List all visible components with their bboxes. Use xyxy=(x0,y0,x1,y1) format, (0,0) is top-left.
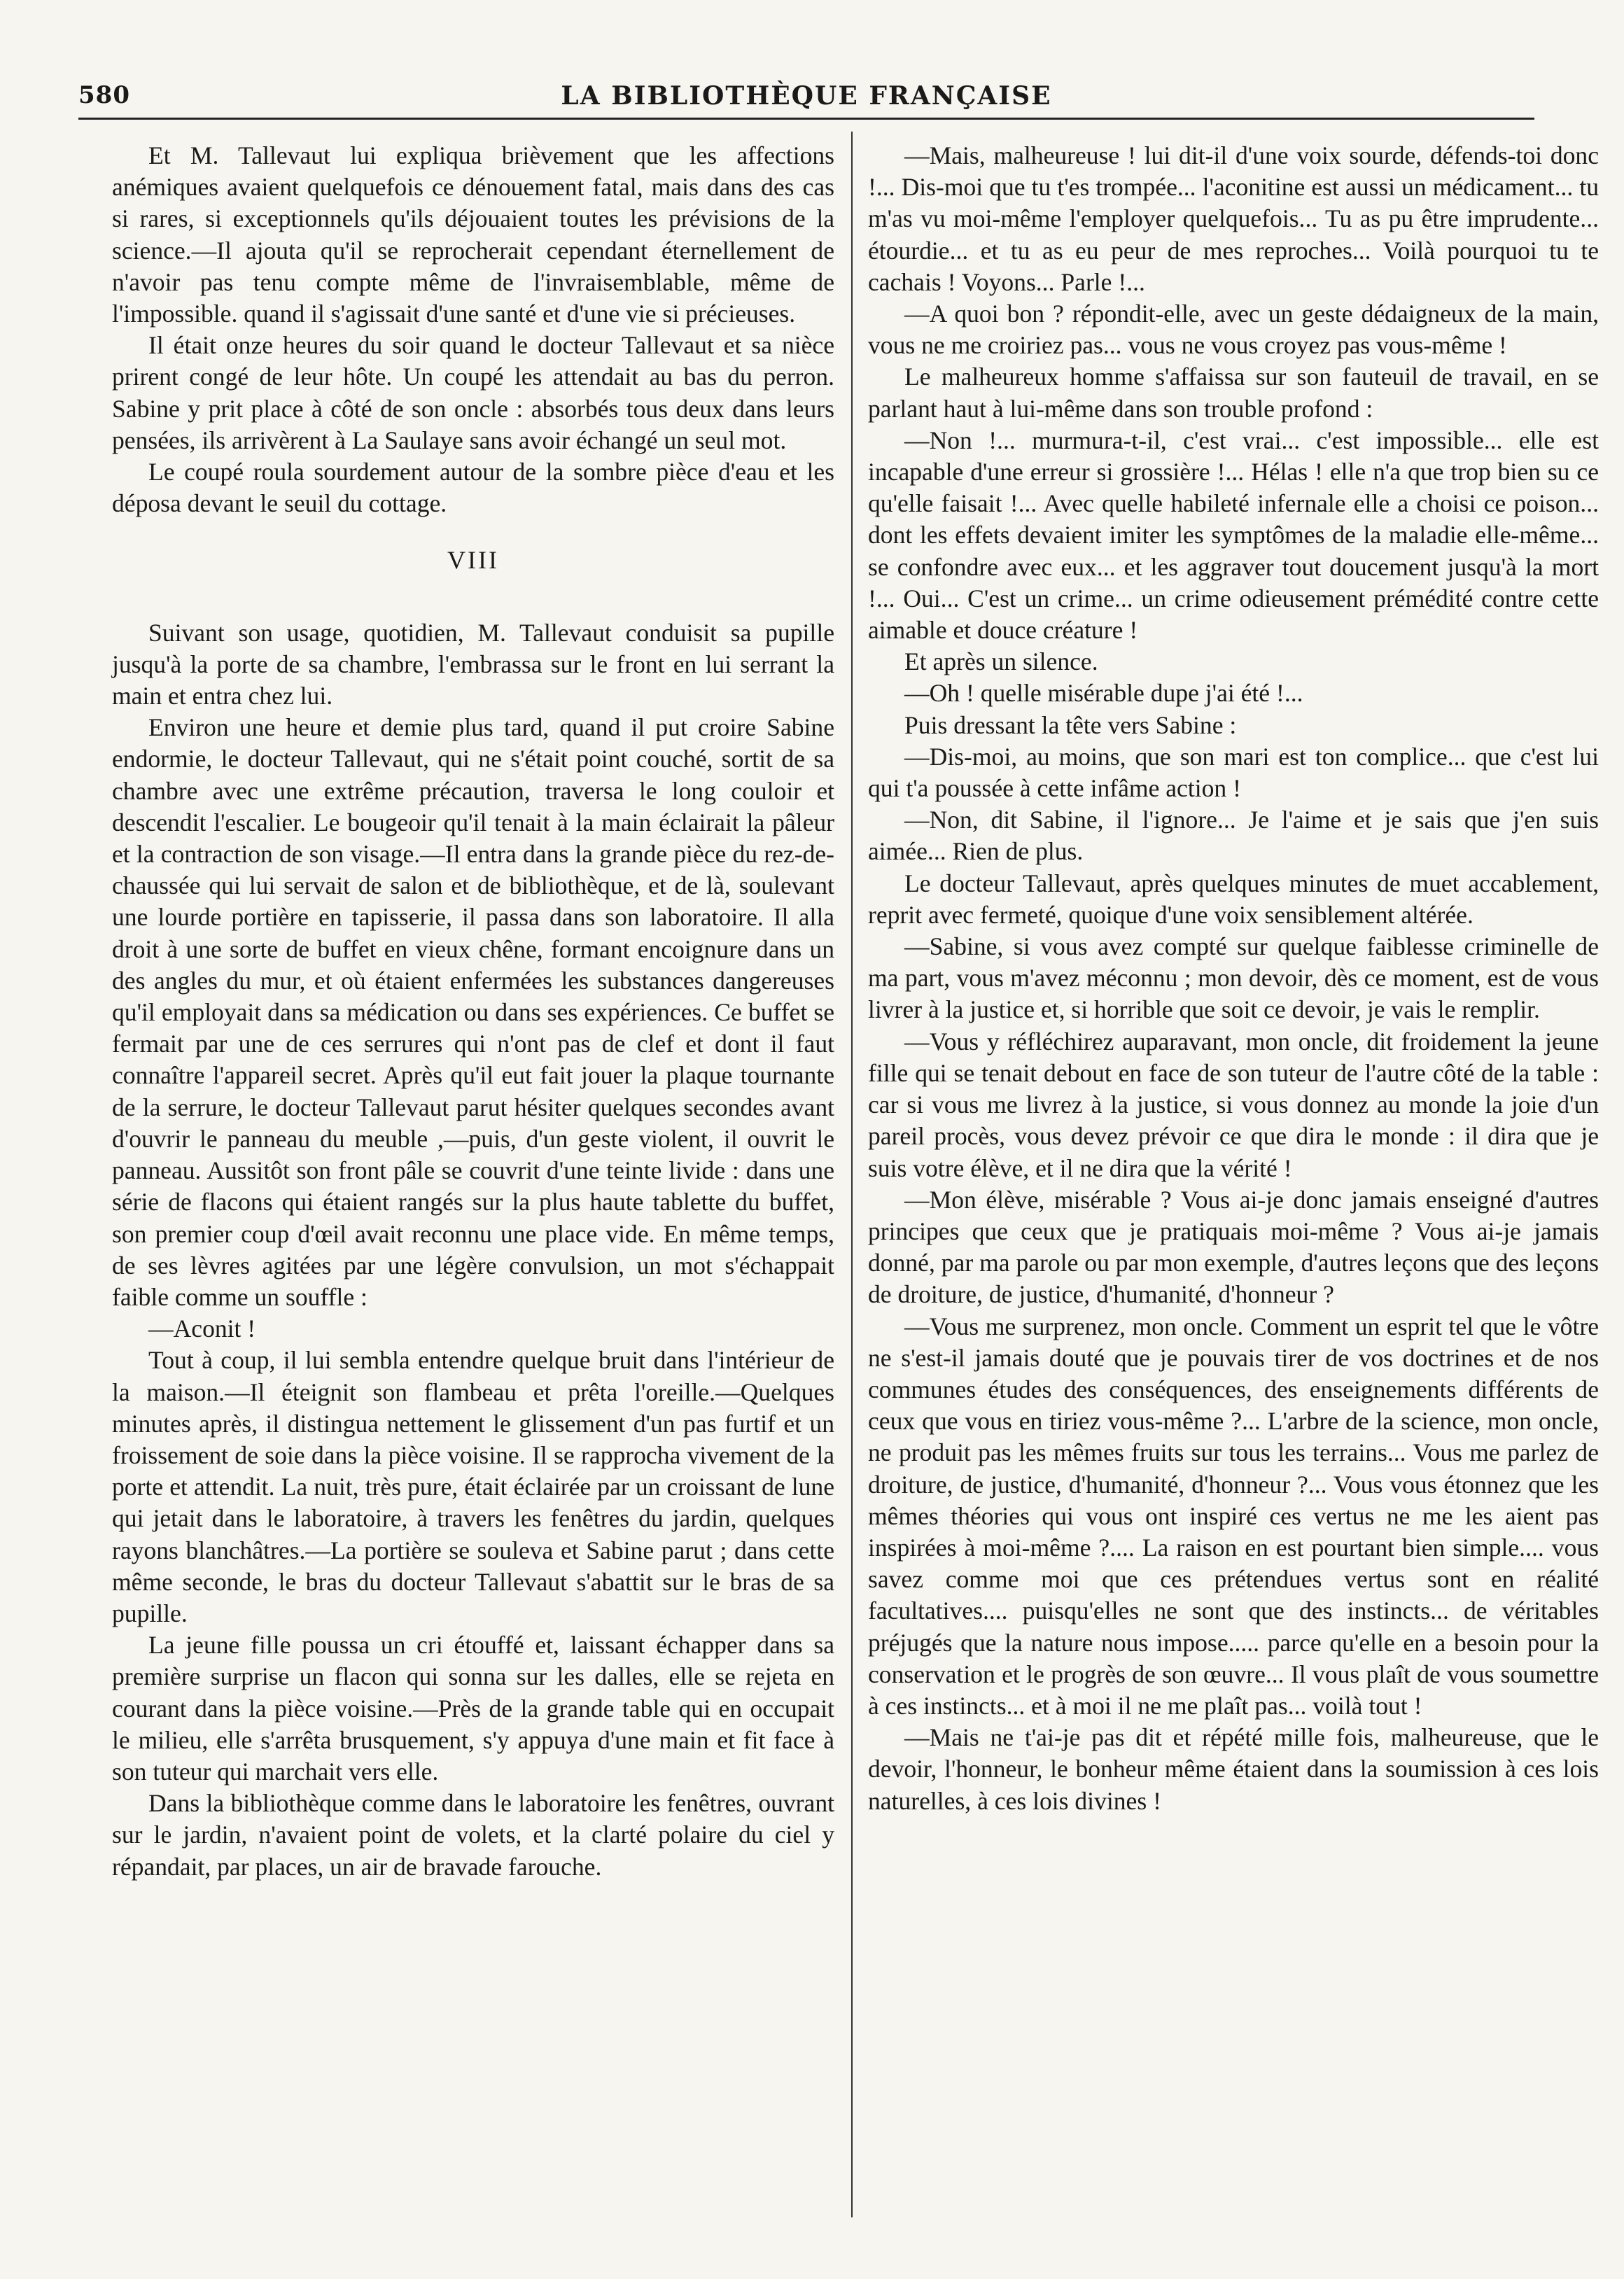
column-divider xyxy=(851,132,853,2217)
paragraph: —Vous me surprenez, mon oncle. Comment un esprit tel que le vôtre ne s'est-il jamais douté que je pouvais tirer de vos doctrines et de nos communes études des conséquences, des enseignements différents de ceux que vous en tiriez vous-même ?... L'arbre de la science, mon oncle, ne produit pas les mêmes fruits sur tous les terrains... Vous me parlez de droiture, de justice, d'humanité, d'honneur ?... Vous vous étonnez que les mêmes théories qui vous ont inspiré ces vertus ne me les aient pas inspirées à moi-même ?.... La raison en est pourtant bien simple.... vous savez comme moi que ces prétendues vertus sont en réalité facultatives.... puisqu'elles ne sont que des instincts... de véritables préjugés que la nature nous impose..... parce qu'elle en a besoin pour la conservation et le progrès de son œuvre... Il vous plaît de vous soumettre à ces instincts... et à moi il ne me plaît pas... voilà tout ! xyxy=(868,1312,1599,1720)
paragraph: Et après un silence. xyxy=(904,647,1098,676)
paragraph: —Dis-moi, au moins, que son mari est ton complice... que c'est lui qui t'a poussée à cette infâme action ! xyxy=(868,742,1599,803)
paragraph: La jeune fille poussa un cri étouffé et, laissant échapper dans sa première surprise un flacon qui sonna sur les dalles, elle se rejeta en courant dans la pièce voisine.—Près de la grande table qui en occupait le milieu, elle s'arrêta brusquement, s'y appuya d'une main et fit face à son tuteur qui marchait vers elle. xyxy=(112,1631,834,1786)
paragraph: —Vous y réfléchirez auparavant, mon oncle, dit froidement la jeune fille qui se tenait debout en face de son tuteur de l'autre côté de la table : car si vous me livrez à la justice, si vous donnez au monde la joie d'un pareil procès, vous devez prévoir ce que dira le monde : il dira que je suis votre élève, et il ne dira que la vérité ! xyxy=(868,1027,1599,1182)
paragraph: —Mais ne t'ai-je pas dit et répété mille fois, malheureuse, que le devoir, l'honneur, le bonheur même étaient dans la soumission à ces lois naturelles, à ces lois divines ! xyxy=(868,1723,1599,1815)
paragraph: Environ une heure et demie plus tard, quand il put croire Sabine endormie, le docteur Tallevaut, qui ne s'était point couché, sortit de sa chambre avec une extrême précaution, traversa le long couloir et descendit l'escalier. Le bougeoir qu'il tenait à la main éclairait la pâleur et la contraction de son visage.—Il entra dans la grande pièce du rez-de-chaussée qui lui servait de salon et de bibliothèque, et de là, soulevant une lourde portière en tapisserie, il passa dans son laboratoire. Il alla droit à une sorte de buffet en vieux chêne, formant encoignure dans un des angles du mur, et où étaient enfermées les substances dangereuses qu'il employait dans sa médication ou dans ses expériences. Ce buffet se fermait par une de ces serrures qui n'ont pas de clef et dont il faut connaître l'appareil secret. Après qu'il eut fait jouer la plaque tournante de la serrure, le docteur Tallevaut parut hésiter quelques secondes avant d'ouvrir le panneau du meuble ,—puis, d'un geste violent, il ouvrit le panneau. Aussitôt son front pâle se couvrit d'une teinte livide : dans une série de flacons qui étaient rangés sur la plus haute tablette du buffet, son premier coup d'œil avait reconnu une place vide. En même temps, de ses lèvres agitées par une légère convulsion, un mot s'échappait faible comme un souffle : xyxy=(112,713,834,1311)
right-column xyxy=(868,140,1599,1817)
header-rule xyxy=(78,118,1534,120)
paragraph: —Sabine, si vous avez compté sur quelque faiblesse criminelle de ma part, vous m'avez méconnu ; mon devoir, dès ce moment, est de vous livrer à la justice et, si horrible que soit ce devoir, je vais le remplir. xyxy=(868,932,1599,1024)
paragraph: Il était onze heures du soir quand le docteur Tallevaut et sa nièce prirent congé de leur hôte. Un coupé les attendait au bas du perron. Sabine y prit place à côté de son oncle : absorbés tous deux dans leurs pensées, ils arrivèrent à La Saulaye sans avoir échangé un seul mot. xyxy=(112,331,834,454)
paragraph: Dans la bibliothèque comme dans le laboratoire les fenêtres, ouvrant sur le jardin, n'avaient point de volets, et la clarté polaire du ciel y répandait, par places, un air de bravade farouche. xyxy=(112,1789,834,1881)
left-column xyxy=(112,140,834,1883)
paragraph: Puis dressant la tête vers Sabine : xyxy=(904,710,1237,739)
paragraph: Et M. Tallevaut lui expliqua brièvement que les affections anémiques avaient quelquefois ce dénouement fatal, mais dans des cas si rares, si exceptionnels qu'ils déjouaient toutes les prévisions de la science.—Il ajouta qu'il se reprocherait cependant éternellement de n'avoir pas tenu compte même de l'invraisemblable, même de l'impossible. quand il s'agissait d'une santé et d'une vie si précieuses. xyxy=(112,141,834,328)
paragraph: —Non !... murmura-t-il, c'est vrai... c'est impossible... elle est incapable d'une erreur si grossière !... Hélas ! elle n'a que trop bien su ce qu'elle faisait !... Avec quelle habileté infernale elle a choisi ce poison... dont les effets devaient imiter les symptômes de la maladie elle-même... se confondre avec eux... et les aggraver tout doucement jusqu'à la mort !... Oui... C'est un crime... un crime odieusement prémédité contre cette aimable et douce créature ! xyxy=(868,426,1599,645)
journal-title: LA BIBLIOTHÈQUE FRANÇAISE xyxy=(561,81,1052,111)
section-heading: VIII xyxy=(447,546,499,575)
paragraph: Le coupé roula sourdement autour de la sombre pièce d'eau et les déposa devant le seuil du cottage. xyxy=(112,458,834,518)
paragraph: Tout à coup, il lui sembla entendre quelque bruit dans l'intérieur de la maison.—Il éteignit son flambeau et prêta l'oreille.—Quelques minutes après, il distingua nettement le glissement d'un pas furtif et un froissement de soie dans la pièce voisine. Il se rapprocha vivement de la porte et attendit. La nuit, très pure, était éclairée par un croissant de lune qui jetait dans le laboratoire, à travers les fenêtres du jardin, quelques rayons blanchâtres.—La portière se souleva et Sabine parut ; dans cette même seconde, le bras du docteur Tallevaut s'abattit sur le bras de sa pupille. xyxy=(112,1346,834,1627)
paragraph: —Mon élève, misérable ? Vous ai-je donc jamais enseigné d'autres principes que ceux que je pratiquais moi-même ? Vous ai-je jamais donné, par ma parole ou par mon exemple, d'autres leçons que des leçons de droiture, de justice, d'humanité, d'honneur ? xyxy=(868,1185,1599,1309)
paragraph: Suivant son usage, quotidien, M. Tallevaut conduisit sa pupille jusqu'à la porte de sa chambre, l'embrassa sur le front en lui serrant la main et entra chez lui. xyxy=(112,618,834,710)
paragraph: —A quoi bon ? répondit-elle, avec un geste dédaigneux de la main, vous ne me croiriez pas... vous ne vous croyez pas vous-même ! xyxy=(868,300,1599,360)
paragraph: —Non, dit Sabine, il l'ignore... Je l'aime et je sais que j'en suis aimée... Rien de plus. xyxy=(868,806,1599,866)
page-number: 580 xyxy=(78,81,130,109)
paragraph: —Oh ! quelle misérable dupe j'ai été !... xyxy=(904,679,1303,708)
page-header xyxy=(78,78,1534,118)
paragraph: Le docteur Tallevaut, après quelques minutes de muet accablement, reprit avec fermeté, quoique d'une voix sensiblement altérée. xyxy=(868,869,1599,929)
paragraph: —Mais, malheureuse ! lui dit-il d'une voix sourde, défends-toi donc !... Dis-moi que tu t'es trompée... l'aconitine est aussi un médicament... tu m'as vu moi-même l'employer quelquefois... Tu as pu être imprudente... étourdie... et tu as eu peur de mes reproches... Voilà pourquoi tu te cachais ! Voyons... Parle !... xyxy=(868,141,1599,296)
paragraph: —Aconit ! xyxy=(148,1314,256,1343)
paragraph: Le malheureux homme s'affaissa sur son fauteuil de travail, en se parlant haut à lui-même dans son trouble profond : xyxy=(868,363,1599,423)
